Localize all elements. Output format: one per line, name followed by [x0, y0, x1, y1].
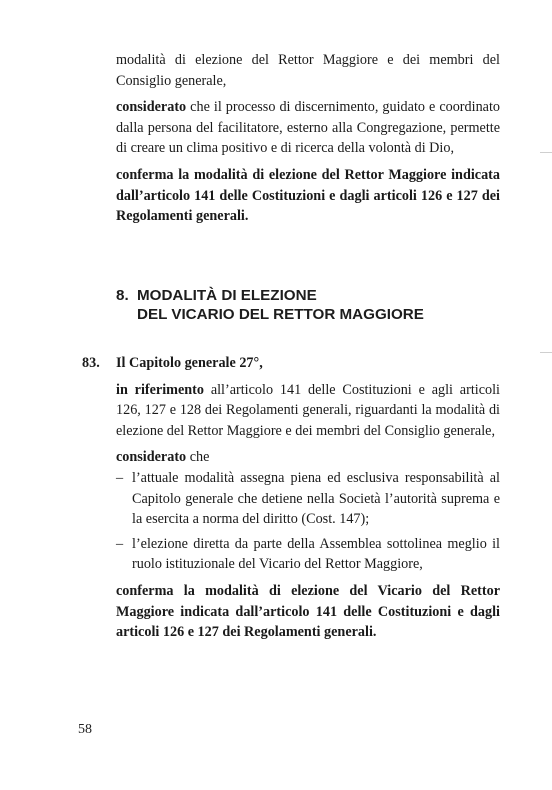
conferma-paragraph: conferma la modalità di elezione del Rettor Maggiore indicata dall’articolo 141 delle Costituzioni e dagli articoli 126 e 127 dei Regolamenti generali.: [116, 166, 500, 225]
conferma-paragraph: conferma la modalità di elezione del Vicario del Rettor Maggiore indicata dall’articolo 141 delle Costituzioni e dagli articoli 126 e 127 dei Regolamenti generali.: [116, 582, 500, 641]
considerato-text: che il processo di discernimento, guidato e coordinato dalla persona del facilitatore, esterno alla Congregazione, permette di creare un clima positivo e di ricerca della volontà di Dio,: [116, 99, 500, 157]
continuation-paragraph: modalità di elezione del Rettor Maggiore e dei membri del Consiglio generale,: [116, 52, 500, 89]
list-item-text: l’elezione diretta da parte della Assemblea sottolinea meglio il ruolo istituzionale del Vicario del Rettor Maggiore,: [132, 535, 500, 573]
paragraph-block-1: [116, 50, 500, 227]
article-intro: Il Capitolo generale 27°,: [116, 355, 263, 371]
considerato-keyword: considerato: [116, 99, 187, 116]
riferimento-paragraph: [116, 380, 500, 442]
section-heading: [116, 286, 516, 324]
article-83-block: [116, 353, 500, 643]
section-number: 8.: [116, 287, 129, 304]
section-title-line1: MODALITÀ DI ELEZIONE: [137, 287, 317, 304]
section-heading-line1: [116, 286, 516, 305]
considerato-text: che: [186, 449, 210, 466]
scan-edge-mark: [540, 152, 552, 153]
considerato-paragraph: [116, 97, 500, 159]
page-number: 58: [78, 722, 92, 737]
riferimento-text: all’articolo 141 delle Costituzioni e agli articoli 126, 127 e 128 dei Regolamenti generali, riguardanti la modalità di elezione del Rettor Maggiore e dei membri del Consiglio generale,: [116, 381, 500, 439]
article-number: 83.: [82, 355, 100, 371]
list-item: [116, 534, 500, 575]
list-item: [116, 468, 500, 530]
considerato-paragraph: [116, 447, 500, 468]
dash-bullet: –: [116, 469, 124, 486]
dash-bullet: –: [116, 535, 124, 552]
section-title-line2: DEL VICARIO DEL RETTOR MAGGIORE: [137, 306, 424, 323]
riferimento-keyword: in riferimento: [116, 381, 204, 398]
considerato-keyword: considerato: [116, 449, 187, 466]
scan-edge-mark: [540, 352, 552, 353]
list-item-text: l’attuale modalità assegna piena ed esclusiva responsabilità al Capitolo generale che detiene nella Società l’autorità suprema e la esercita a norma del diritto (Cost. 147);: [132, 469, 500, 528]
